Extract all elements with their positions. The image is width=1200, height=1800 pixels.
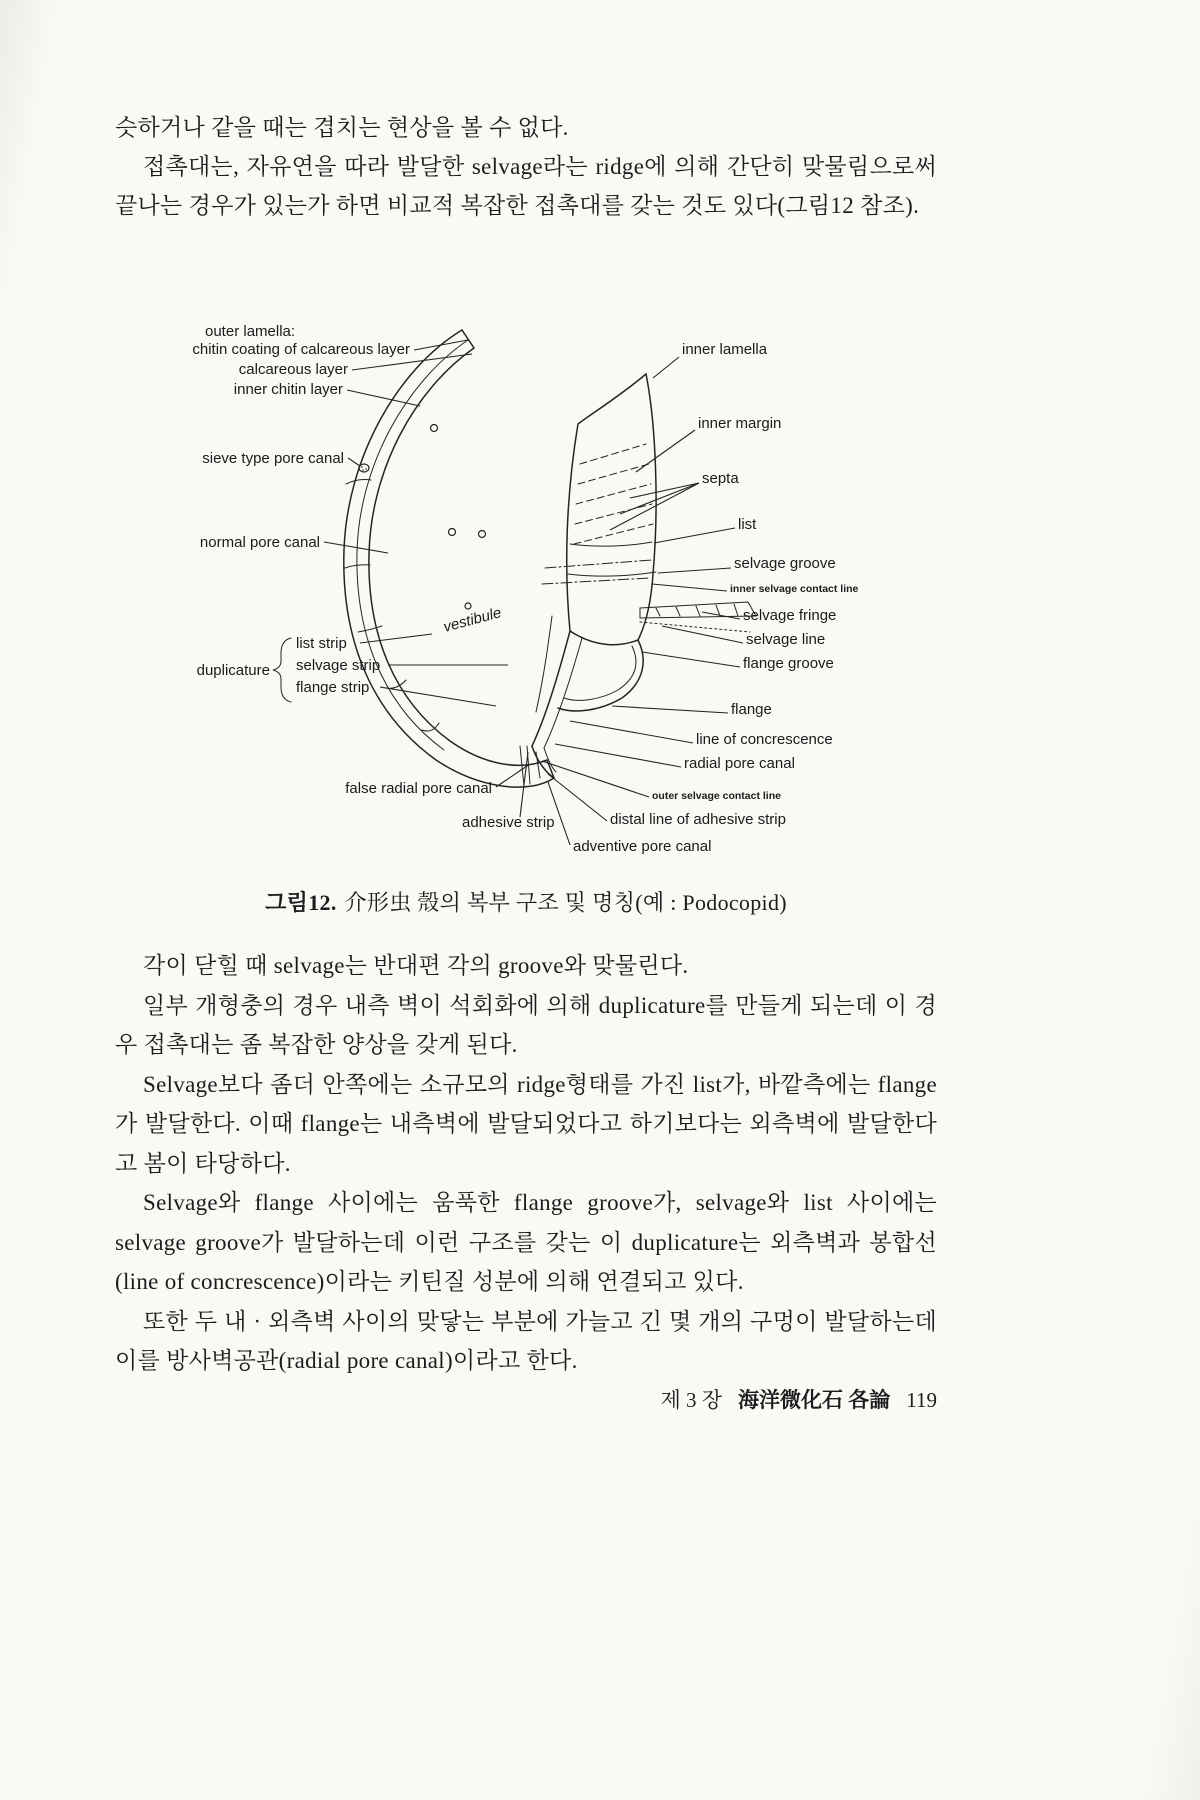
selvage-fringe-fan <box>640 602 756 632</box>
figure-label-radial-pore-canal: radial pore canal <box>684 755 795 772</box>
leader-line-chitin-coating-of-calcareous-layer <box>414 340 468 350</box>
paragraph: Selvage와 flange 사이에는 움푹한 flange groove가, selvage와 list 사이에는 selvage groove가 발달하는데 이런 구조를 갖는 이 duplicature는 외측벽과 봉합선(line of concrescence)이라는 키틴질 성분에 의해 연결되고 있다. <box>115 1190 937 1294</box>
pore-openings <box>431 425 486 610</box>
leader-line-inner-lamella <box>653 357 679 378</box>
leader-line-septa <box>620 483 699 514</box>
page-footer <box>115 1384 937 1414</box>
leader-line-flange-groove <box>642 652 740 667</box>
leader-line-list <box>654 528 735 543</box>
ostracod-shell-diagram <box>100 316 1100 882</box>
selvage-groove-line <box>568 572 656 576</box>
leader-line-normal-pore-canal <box>324 542 388 553</box>
duplicature-left-edge <box>532 631 570 746</box>
figure-label-flange-strip: flange strip <box>296 679 370 696</box>
leader-line-radial-pore-canal <box>555 744 681 767</box>
figure-label-sieve-type-pore-canal: sieve type pore canal <box>202 450 344 467</box>
list-ridge <box>570 542 652 546</box>
leader-line-outer-selvage-contact-line <box>542 761 649 797</box>
vestibule-boundary <box>536 616 552 712</box>
paragraph: 슷하거나 같을 때는 겹치는 현상을 볼 수 없다. <box>115 115 569 140</box>
figure-label-duplicature: duplicature <box>196 662 270 679</box>
contact-lines <box>542 560 652 584</box>
paragraph: 일부 개형충의 경우 내측 벽이 석회화에 의해 duplicature를 만들게 되는데 이 경우 접촉대는 좀 복잡한 양상을 갖게 된다. <box>115 992 937 1057</box>
figure-label-chitin-coating-of-calcareous-layer: chitin coating of calcareous layer <box>192 341 410 358</box>
figure-label-list-strip: list strip <box>296 635 347 652</box>
page-number: 119 <box>906 1388 937 1412</box>
leader-line-sieve-type-pore-canal <box>348 458 360 466</box>
figure-label-flange: flange <box>731 701 772 718</box>
figure-label-adventive-pore-canal: adventive pore canal <box>573 838 712 855</box>
leader-line-line-of-concrescence <box>570 721 693 743</box>
duplicature-brace <box>273 638 291 702</box>
figure-label-normal-pore-canal: normal pore canal <box>199 534 320 551</box>
figure-label-calcareous-layer: calcareous layer <box>238 361 348 378</box>
chapter-label: 제 3 장 <box>660 1388 723 1412</box>
septa-hatch <box>574 444 653 544</box>
paragraph: 접촉대는, 자유연을 따라 발달한 selvage라는 ridge에 의해 간단히 맞물림으로써 끝나는 경우가 있는가 하면 비교적 복잡한 접촉대를 갖는 것도 있다(그림12 참조). <box>115 154 937 218</box>
figure-label-inner-chitin-layer: inner chitin layer <box>233 381 343 398</box>
figure-label-selvage-fringe: selvage fringe <box>743 607 837 624</box>
figure-label-outer-selvage-contact-line: outer selvage contact line <box>652 790 781 802</box>
figure-label-line-of-concrescence: line of concrescence <box>696 731 833 748</box>
figure-label-list: list <box>738 516 757 533</box>
shell-wall-outline <box>344 330 554 787</box>
figure-label-false-radial-pore-canal: false radial pore canal <box>345 780 492 797</box>
figure-label-outer-lamella: outer lamella: <box>205 323 296 340</box>
figure-label-septa: septa <box>702 470 739 487</box>
figure-caption <box>115 886 937 917</box>
figure-caption-label: 그림12. <box>265 890 337 915</box>
figure-caption-text: 介形虫 殼의 복부 구조 및 명칭(예 : Podocopid) <box>344 890 787 915</box>
figure-label-selvage-groove: selvage groove <box>734 555 836 572</box>
paragraph: 각이 닫힐 때 selvage는 반대편 각의 groove와 맞물린다. <box>143 953 689 978</box>
flange-flap-inner <box>564 646 636 700</box>
leader-line-selvage-fringe <box>702 612 740 619</box>
body-paragraphs <box>115 946 937 1381</box>
figure-label-inner-margin: inner margin <box>698 415 782 432</box>
figure-label-selvage-strip: selvage strip <box>296 657 381 674</box>
paragraph: 또한 두 내 · 외측벽 사이의 맞닿는 부분에 가늘고 긴 몇 개의 구멍이 발달하는데 이를 방사벽공관(radial pore canal)이라고 한다. <box>115 1308 937 1373</box>
leader-line-inner-margin <box>636 430 695 472</box>
figure-label-inner-selvage-contact-line: inner selvage contact line <box>730 583 859 595</box>
leader-line-inner-selvage-contact-line <box>652 584 727 591</box>
figure-label-inner-lamella: inner lamella <box>682 341 768 358</box>
figure-label-adhesive-strip: adhesive strip <box>462 814 555 831</box>
leader-line-selvage-groove <box>658 568 731 573</box>
leader-line-distal-line-of-adhesive-strip <box>548 774 607 821</box>
leader-line-septa <box>630 483 699 498</box>
leader-line-selvage-line <box>662 626 743 643</box>
figure-label-vestibule: vestibule <box>441 604 504 636</box>
leader-line-septa <box>610 483 699 530</box>
figure-label-flange-groove: flange groove <box>743 655 834 672</box>
book-title: 海洋微化石 各論 <box>738 1388 891 1412</box>
leader-line-flange <box>612 706 728 713</box>
intro-paragraphs <box>115 108 937 225</box>
figure-label-distal-line-of-adhesive-strip: distal line of adhesive strip <box>610 811 786 828</box>
sieve-pore <box>359 464 369 472</box>
inner-lamella-sheet <box>567 374 656 645</box>
paragraph: Selvage보다 좀더 안쪽에는 소규모의 ridge형태를 가진 list가, 바깥측에는 flange가 발달한다. 이때 flange는 내측벽에 발달되었다고 하기보다는 외측벽에 발달한다고 봄이 타당하다. <box>115 1071 937 1176</box>
figure-12 <box>100 316 1100 882</box>
leader-line-list-strip <box>360 634 432 643</box>
figure-label-selvage-line: selvage line <box>746 631 826 648</box>
